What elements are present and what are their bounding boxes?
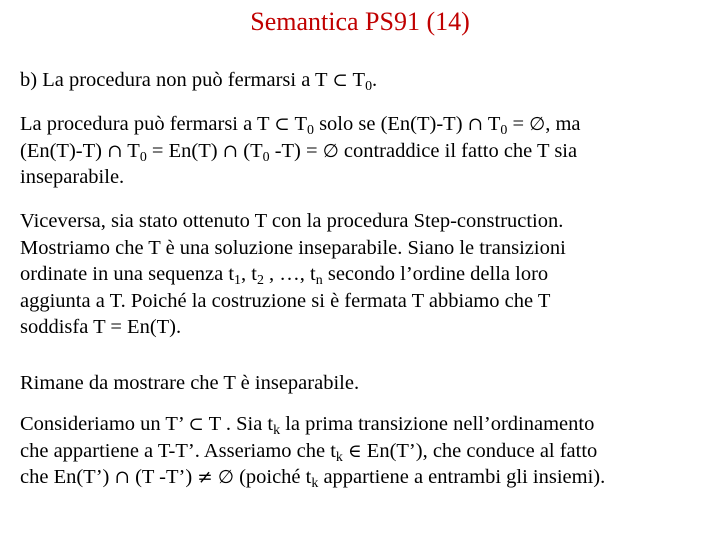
slide-title: Semantica PS91 (14) (250, 7, 470, 36)
subscript: 2 (256, 272, 264, 288)
subset-symbol: ⊂ (188, 414, 204, 435)
subscript: 0 (262, 149, 270, 165)
intersection-symbol: ∩ (222, 140, 239, 162)
subscript: 0 (306, 122, 314, 138)
subscript: k (273, 422, 281, 438)
line: Viceversa, sia stato ottenuto T con la procedura Step-construction. (20, 210, 564, 232)
paragraph-stop-condition (20, 111, 710, 191)
text: En(T’), che conduce al fatto (361, 439, 598, 462)
subscript: k (311, 475, 319, 491)
subset-symbol: ⊂ (274, 114, 290, 135)
line: Mostriamo che T è una soluzione inseparabile. Siano le transizioni (20, 236, 566, 259)
text: T (122, 139, 140, 162)
text: che En(T’) (20, 466, 115, 488)
line (20, 438, 710, 465)
text: inseparabile. (20, 166, 125, 188)
text: , …, t (263, 263, 316, 285)
paragraph-remains: Rimane da mostrare che T è inseparabile. (20, 372, 360, 394)
text: -T) = (269, 139, 323, 162)
text: T (483, 113, 501, 135)
empty-set-symbol: ∅ (322, 140, 339, 162)
element-of-symbol: ∈ (348, 440, 362, 462)
text: = En(T) (146, 139, 223, 162)
line: soddisfa T = En(T). (20, 316, 182, 338)
text: che appartiene a T-T’. Asseriamo che t (20, 439, 336, 462)
paragraph-b (20, 67, 710, 95)
text: (poiché t (233, 466, 312, 488)
subscript: 0 (139, 149, 147, 165)
text: La procedura può fermarsi a T (20, 113, 275, 135)
line (20, 464, 710, 491)
text: T (289, 113, 307, 135)
intersection-symbol: ∩ (467, 114, 484, 135)
text: la prima transizione nell’ordinamento (280, 413, 595, 435)
text: b) La procedura non può fermarsi a T (20, 69, 333, 91)
line (20, 411, 710, 438)
text: (T -T’) (129, 466, 198, 488)
subscript: k (335, 449, 343, 465)
line (20, 111, 710, 138)
text: (En(T)-T) (20, 139, 108, 162)
subscript: 1 (234, 272, 241, 288)
text: , t (241, 263, 257, 285)
subscript: 0 (365, 78, 373, 94)
empty-set-symbol: ∅ (217, 467, 234, 488)
text: T (347, 69, 366, 91)
text: ordinate in una sequenza t (20, 263, 235, 285)
paragraph-consider (20, 411, 710, 491)
empty-set-symbol: ∅ (529, 114, 546, 135)
not-equal-symbol: ≠ (197, 467, 213, 488)
text: . (372, 69, 378, 91)
line (20, 138, 710, 165)
text: appartiene a entrambi gli insiemi). (318, 466, 606, 488)
text: = (507, 113, 530, 135)
line (20, 164, 710, 191)
text: solo se (En(T)-T) (313, 113, 468, 135)
intersection-symbol: ∩ (114, 467, 130, 488)
paragraph-viceversa (20, 208, 710, 341)
intersection-symbol: ∩ (107, 140, 123, 162)
text: Consideriamo un T’ (20, 413, 189, 435)
text: secondo l’ordine della loro (322, 263, 549, 285)
text: (T (238, 139, 263, 162)
subset-symbol: ⊂ (332, 70, 348, 91)
subscript: n (315, 272, 323, 288)
text: contraddice il fatto che T sia (338, 139, 578, 162)
line (20, 261, 710, 288)
text: T . Sia t (203, 413, 274, 435)
subscript: 0 (500, 122, 508, 138)
line: aggiunta a T. Poiché la costruzione si è fermata T abbiamo che T (20, 289, 551, 312)
text: , ma (545, 113, 581, 135)
